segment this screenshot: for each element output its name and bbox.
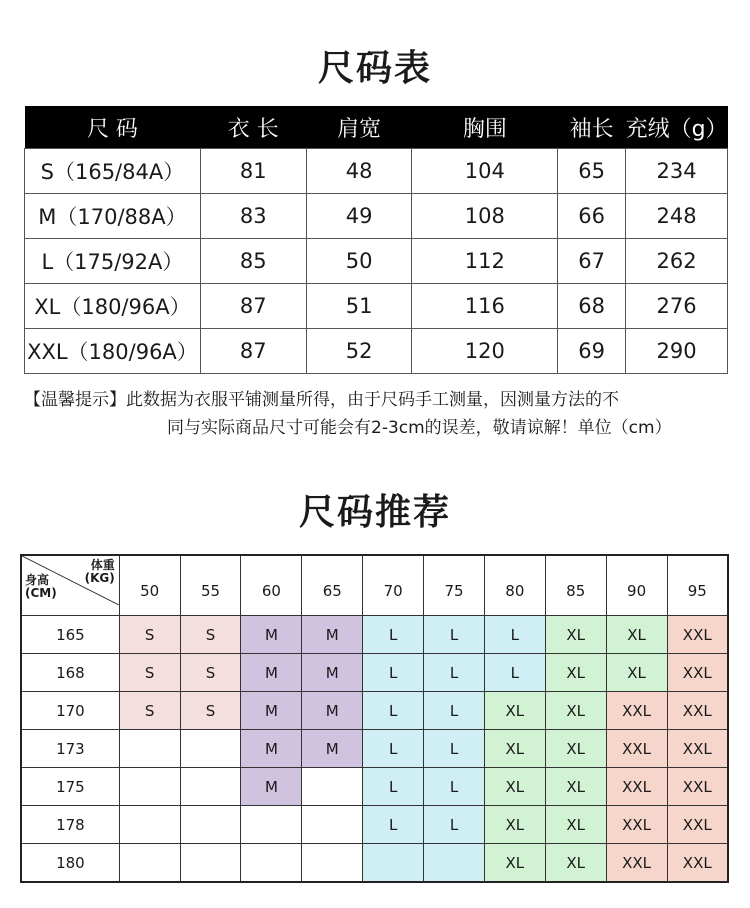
recommended-size-cell: XL	[545, 692, 606, 730]
height-unit: (CM)	[25, 586, 57, 600]
recommended-size-cell: XL	[484, 844, 545, 883]
size-chart-cell: 87	[200, 329, 306, 374]
recommended-size-cell: S	[180, 616, 241, 654]
recommended-size-cell: L	[424, 806, 485, 844]
recommended-size-cell	[119, 768, 180, 806]
recommended-size-cell: M	[241, 768, 302, 806]
size-chart-cell: 66	[558, 194, 626, 239]
recommended-size-cell	[302, 768, 363, 806]
size-chart-cell: 112	[412, 239, 558, 284]
size-chart-cell: 290	[626, 329, 728, 374]
size-chart-cell: 65	[558, 149, 626, 194]
size-chart-cell: 81	[200, 149, 306, 194]
header-shoulder: 肩宽	[306, 106, 412, 149]
recommended-size-cell: XXL	[606, 806, 667, 844]
recommended-size-cell: L	[424, 616, 485, 654]
recommended-size-cell: XL	[545, 844, 606, 883]
recommended-size-cell: XXL	[667, 730, 728, 768]
size-chart-row	[25, 284, 728, 329]
recommended-size-cell: M	[302, 692, 363, 730]
recommended-size-cell: M	[302, 616, 363, 654]
weight-header-cell: 90	[606, 555, 667, 616]
size-recommendation-table	[20, 554, 729, 883]
height-row	[21, 730, 728, 768]
recommended-size-cell: XL	[545, 616, 606, 654]
recommended-size-cell: M	[241, 730, 302, 768]
recommended-size-cell	[180, 768, 241, 806]
recommended-size-cell: M	[241, 692, 302, 730]
size-chart-cell: L（175/92A）	[25, 239, 201, 284]
recommended-size-cell: XXL	[667, 654, 728, 692]
weight-header-cell: 70	[363, 555, 424, 616]
recommended-size-cell: L	[424, 692, 485, 730]
recommended-size-cell: M	[302, 654, 363, 692]
size-chart-row	[25, 329, 728, 374]
recommended-size-cell: XL	[545, 768, 606, 806]
size-chart-cell: 48	[306, 149, 412, 194]
recommended-size-cell: S	[180, 654, 241, 692]
header-length: 衣 长	[200, 106, 306, 149]
size-chart-cell: 49	[306, 194, 412, 239]
header-down-fill: 充绒（g）	[626, 106, 728, 149]
header-sleeve: 袖长	[558, 106, 626, 149]
weight-header-row	[21, 555, 728, 616]
recommended-size-cell	[241, 806, 302, 844]
size-chart-cell: 276	[626, 284, 728, 329]
size-chart-cell: 248	[626, 194, 728, 239]
size-chart-cell: 69	[558, 329, 626, 374]
weight-unit: (KG)	[84, 571, 115, 585]
corner-header-cell	[21, 555, 119, 616]
recommended-size-cell: XXL	[667, 768, 728, 806]
recommended-size-cell: XXL	[667, 806, 728, 844]
height-row	[21, 616, 728, 654]
recommended-size-cell: M	[241, 654, 302, 692]
recommended-size-cell: L	[484, 616, 545, 654]
recommended-size-cell: XXL	[606, 768, 667, 806]
measurement-note	[24, 386, 734, 442]
recommended-size-cell	[424, 844, 485, 883]
header-chest: 胸围	[412, 106, 558, 149]
size-chart-cell: 51	[306, 284, 412, 329]
recommended-size-cell: XL	[545, 654, 606, 692]
size-chart-cell: 50	[306, 239, 412, 284]
recommended-size-cell: XL	[484, 768, 545, 806]
recommended-size-cell	[119, 844, 180, 883]
size-chart-cell: XL（180/96A）	[25, 284, 201, 329]
recommended-size-cell	[241, 844, 302, 883]
recommended-size-cell: S	[119, 692, 180, 730]
size-chart-cell: 104	[412, 149, 558, 194]
size-chart-row	[25, 239, 728, 284]
recommended-size-cell: XXL	[667, 844, 728, 883]
weight-header-cell: 65	[302, 555, 363, 616]
height-cell: 168	[21, 654, 119, 692]
recommended-size-cell	[180, 844, 241, 883]
size-chart-cell: XXL（180/96A）	[25, 329, 201, 374]
recommended-size-cell: XL	[606, 654, 667, 692]
weight-label: 体重	[90, 558, 115, 572]
height-row	[21, 654, 728, 692]
recommended-size-cell	[180, 806, 241, 844]
recommendation-body	[21, 616, 728, 883]
recommended-size-cell: M	[302, 730, 363, 768]
header-size: 尺 码	[25, 106, 201, 149]
size-chart-cell: 262	[626, 239, 728, 284]
size-chart-header-row	[25, 106, 728, 149]
recommended-size-cell: XL	[545, 730, 606, 768]
recommended-size-cell: XL	[484, 806, 545, 844]
height-row	[21, 692, 728, 730]
recommended-size-cell: L	[424, 768, 485, 806]
recommended-size-cell: XL	[606, 616, 667, 654]
weight-header-cell: 50	[119, 555, 180, 616]
recommended-size-cell: XL	[545, 806, 606, 844]
weight-header-cell: 60	[241, 555, 302, 616]
weight-header-cell: 95	[667, 555, 728, 616]
weight-header-cell: 80	[484, 555, 545, 616]
recommended-size-cell: XXL	[606, 692, 667, 730]
recommended-size-cell	[302, 844, 363, 883]
size-chart-table	[24, 106, 728, 374]
recommended-size-cell: M	[241, 616, 302, 654]
weight-header-cell: 55	[180, 555, 241, 616]
recommended-size-cell: XXL	[667, 616, 728, 654]
size-recommendation-title: 尺码推荐	[298, 492, 451, 533]
weight-header-cell: 85	[545, 555, 606, 616]
recommended-size-cell	[119, 730, 180, 768]
size-chart-title: 尺码表	[317, 48, 432, 89]
recommended-size-cell: L	[363, 654, 424, 692]
recommended-size-cell: XL	[484, 730, 545, 768]
note-line-2: 同与实际商品尺寸可能会有2-3cm的误差，敬请谅解！单位（cm）	[167, 418, 672, 438]
size-chart-cell: 87	[200, 284, 306, 329]
size-chart-cell: 120	[412, 329, 558, 374]
height-cell: 170	[21, 692, 119, 730]
recommended-size-cell: L	[363, 616, 424, 654]
height-cell: 180	[21, 844, 119, 883]
recommended-size-cell: L	[484, 654, 545, 692]
height-row	[21, 768, 728, 806]
recommended-size-cell	[363, 844, 424, 883]
size-chart-cell: 116	[412, 284, 558, 329]
recommended-size-cell: S	[119, 654, 180, 692]
size-chart-cell: 85	[200, 239, 306, 284]
weight-axis-label	[85, 559, 115, 585]
recommended-size-cell	[119, 806, 180, 844]
height-row	[21, 806, 728, 844]
size-chart-cell: 83	[200, 194, 306, 239]
size-chart-cell: 52	[306, 329, 412, 374]
recommended-size-cell: XXL	[606, 730, 667, 768]
note-line-1: 【温馨提示】此数据为衣服平铺测量所得，由于尺码手工测量，因测量方法的不	[24, 390, 619, 410]
height-cell: 173	[21, 730, 119, 768]
size-chart-cell: 68	[558, 284, 626, 329]
recommended-size-cell: XXL	[667, 692, 728, 730]
height-label: 身高	[25, 573, 50, 587]
size-chart-cell: M（170/88A）	[25, 194, 201, 239]
recommended-size-cell: S	[119, 616, 180, 654]
recommended-size-cell	[302, 806, 363, 844]
recommended-size-cell: L	[363, 768, 424, 806]
size-chart-cell: 234	[626, 149, 728, 194]
height-axis-label	[25, 574, 57, 600]
size-chart-cell: 67	[558, 239, 626, 284]
recommended-size-cell	[180, 730, 241, 768]
height-cell: 178	[21, 806, 119, 844]
recommended-size-cell: L	[363, 806, 424, 844]
recommended-size-cell: S	[180, 692, 241, 730]
recommended-size-cell: XXL	[606, 844, 667, 883]
weight-header-cell: 75	[424, 555, 485, 616]
size-chart-row	[25, 149, 728, 194]
recommended-size-cell: L	[363, 730, 424, 768]
height-cell: 165	[21, 616, 119, 654]
size-chart-cell: 108	[412, 194, 558, 239]
recommended-size-cell: XL	[484, 692, 545, 730]
height-row	[21, 844, 728, 883]
height-cell: 175	[21, 768, 119, 806]
recommended-size-cell: L	[424, 730, 485, 768]
size-chart-body	[25, 149, 728, 374]
size-chart-row	[25, 194, 728, 239]
size-chart-cell: S（165/84A）	[25, 149, 201, 194]
recommended-size-cell: L	[363, 692, 424, 730]
recommended-size-cell: L	[424, 654, 485, 692]
